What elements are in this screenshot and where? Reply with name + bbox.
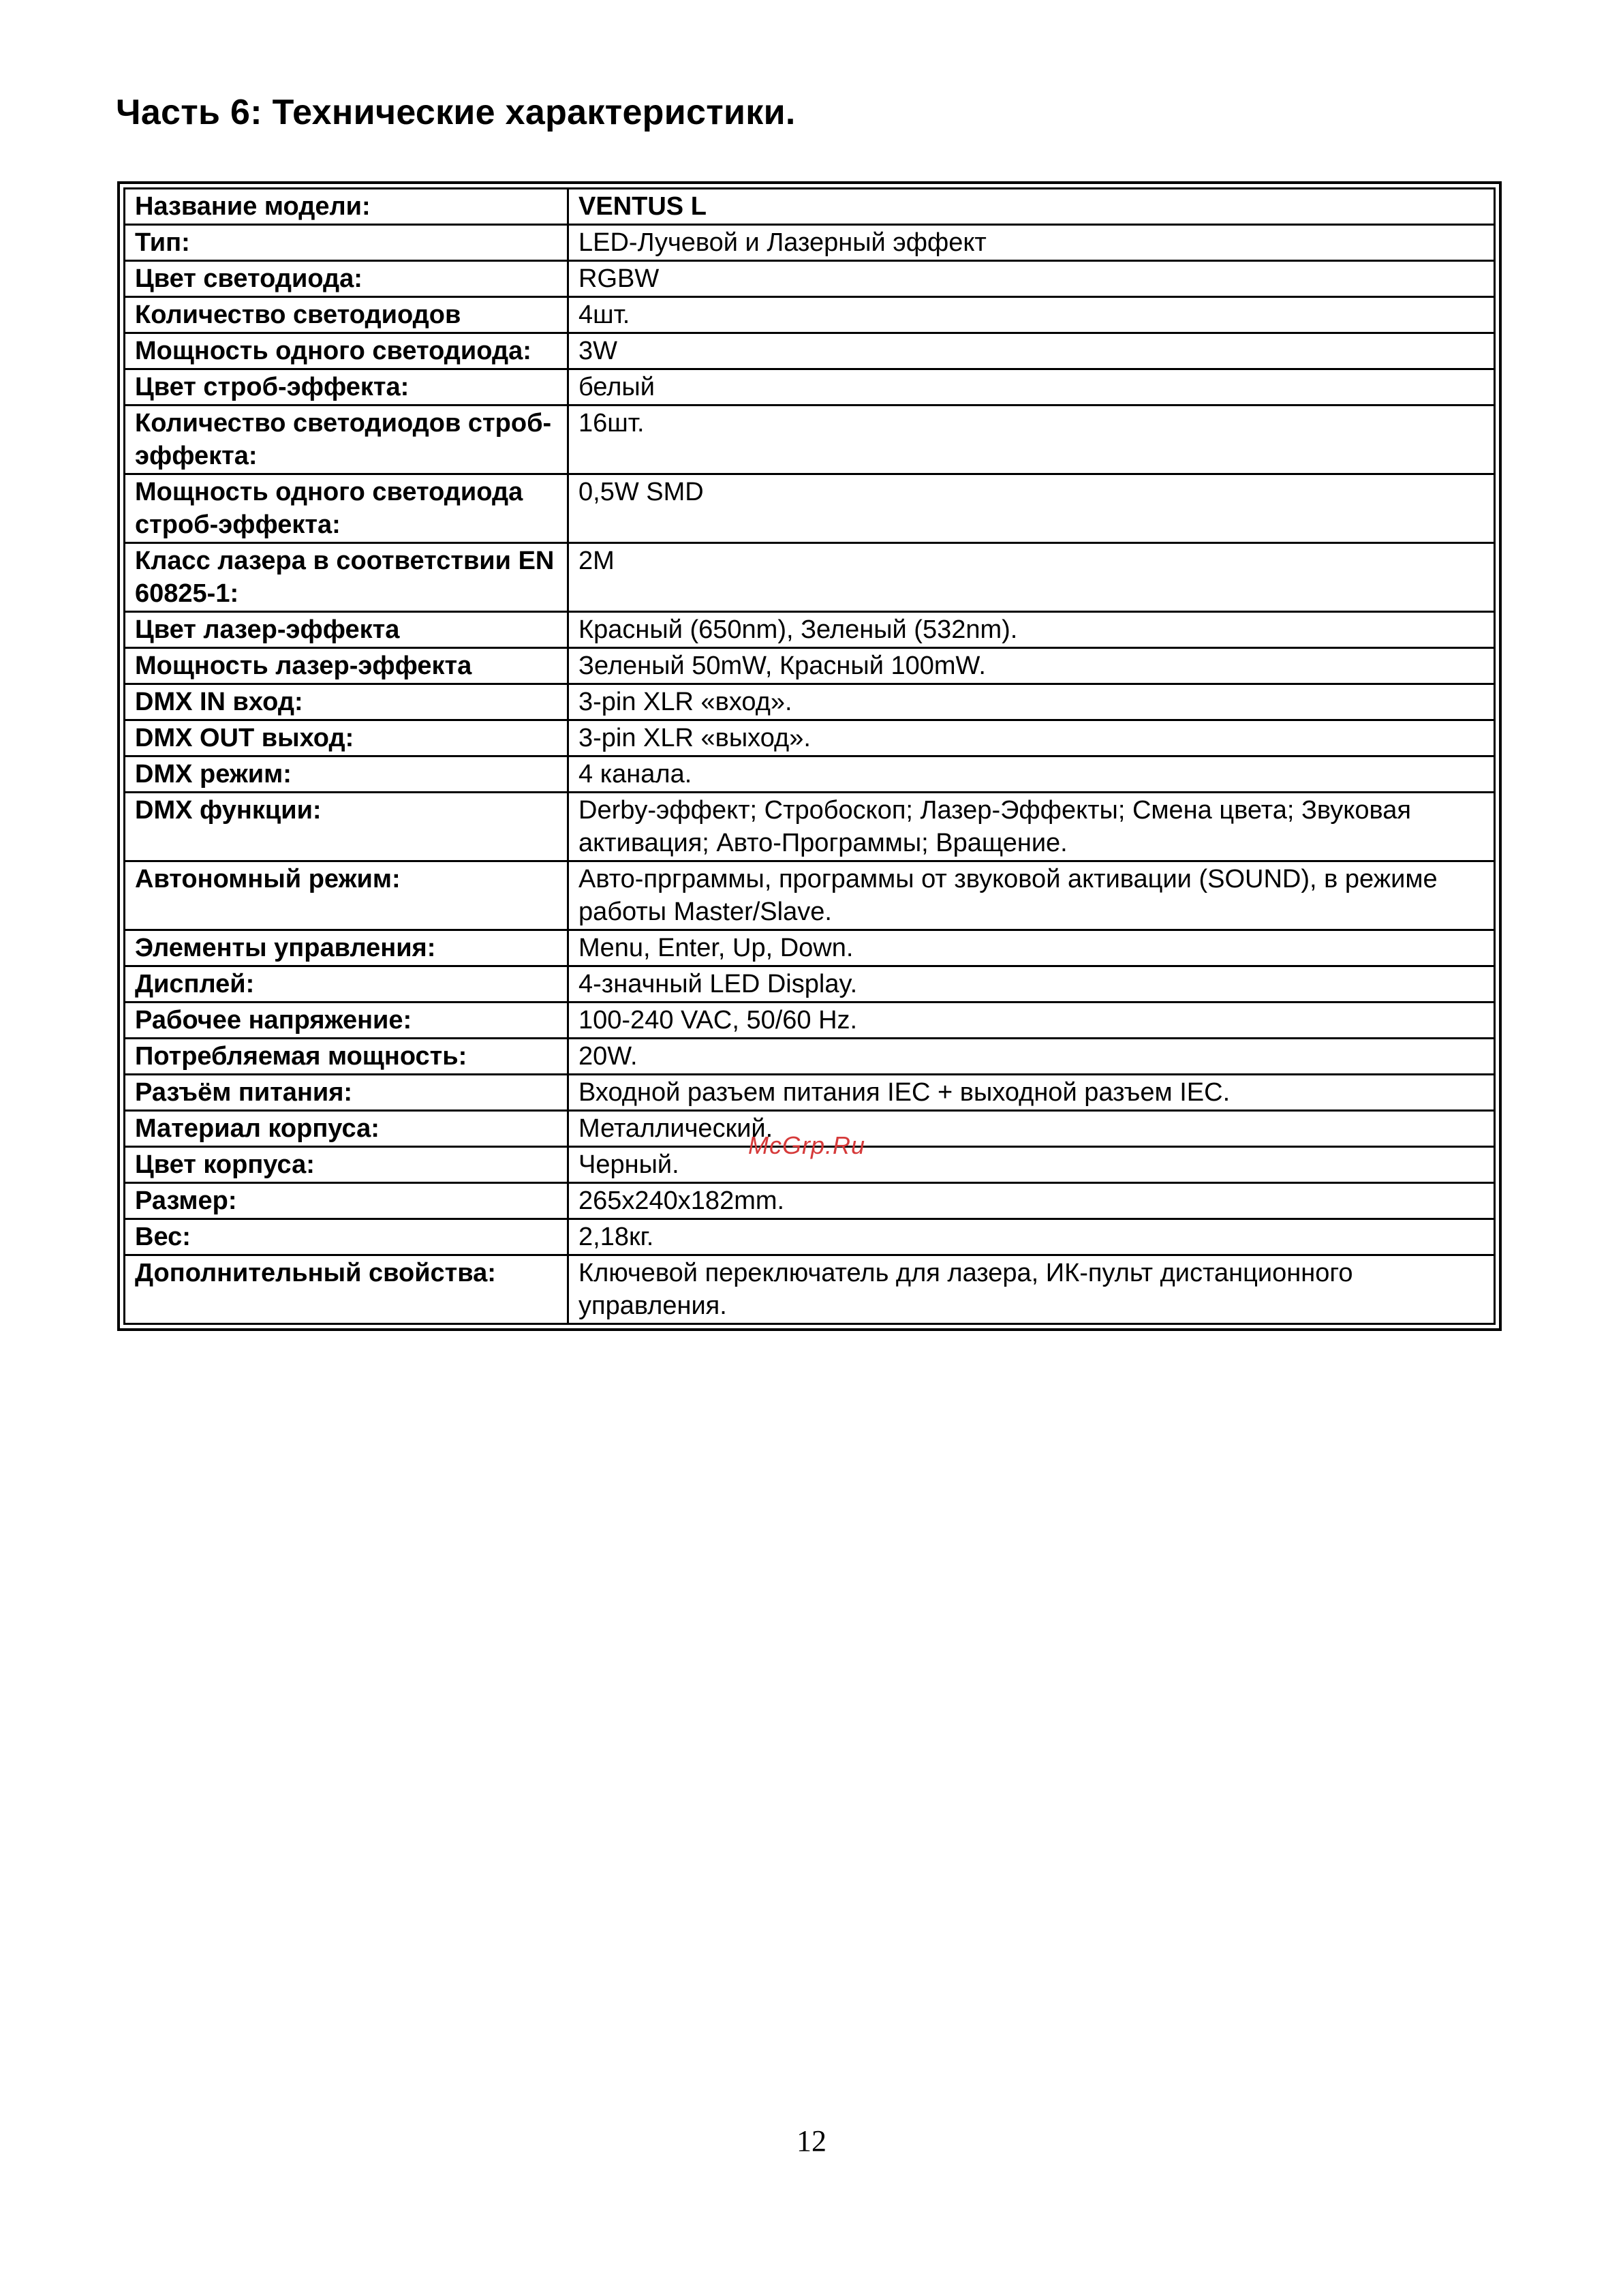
spec-row bbox=[125, 648, 1495, 684]
spec-value: Menu, Enter, Up, Down. bbox=[568, 930, 1495, 966]
spec-row bbox=[125, 261, 1495, 297]
spec-value: 4-значный LED Display. bbox=[568, 966, 1495, 1002]
spec-row bbox=[125, 861, 1495, 930]
spec-value: 3-pin XLR «выход». bbox=[568, 720, 1495, 756]
spec-key: Мощность лазер-эффекта bbox=[125, 648, 568, 684]
spec-row bbox=[125, 225, 1495, 261]
spec-value: 4 канала. bbox=[568, 756, 1495, 793]
spec-value: 4шт. bbox=[568, 297, 1495, 333]
spec-row bbox=[125, 1219, 1495, 1255]
spec-key: Название модели: bbox=[125, 189, 568, 225]
spec-key: Элементы управления: bbox=[125, 930, 568, 966]
spec-value: 100-240 VAC, 50/60 Hz. bbox=[568, 1002, 1495, 1039]
spec-value: Металлический. bbox=[568, 1111, 1495, 1147]
spec-key: Автономный режим: bbox=[125, 861, 568, 930]
spec-row bbox=[125, 684, 1495, 720]
spec-key: Цвет лазер-эффекта bbox=[125, 612, 568, 648]
spec-row-model bbox=[125, 189, 1495, 225]
spec-value: 2M bbox=[568, 543, 1495, 612]
spec-key: Мощность одного светодиода: bbox=[125, 333, 568, 369]
spec-value: LED-Лучевой и Лазерный эффект bbox=[568, 225, 1495, 261]
spec-value: Зеленый 50mW, Красный 100mW. bbox=[568, 648, 1495, 684]
spec-value: Красный (650nm), Зеленый (532nm). bbox=[568, 612, 1495, 648]
spec-value: 3W bbox=[568, 333, 1495, 369]
spec-value: VENTUS L bbox=[568, 189, 1495, 225]
spec-value: 0,5W SMD bbox=[568, 474, 1495, 543]
spec-row bbox=[125, 720, 1495, 756]
spec-key: DMX IN вход: bbox=[125, 684, 568, 720]
spec-row bbox=[125, 474, 1495, 543]
spec-key: Потребляемая мощность: bbox=[125, 1039, 568, 1075]
spec-row bbox=[125, 1255, 1495, 1324]
spec-key: Количество светодиодов bbox=[125, 297, 568, 333]
spec-row bbox=[125, 1002, 1495, 1039]
page-title: Часть 6: Технические характеристики. bbox=[116, 93, 796, 132]
spec-value: Входной разъем питания IEC + выходной разъем IEC. bbox=[568, 1075, 1495, 1111]
page-number: 12 bbox=[797, 2124, 826, 2158]
spec-key: Рабочее напряжение: bbox=[125, 1002, 568, 1039]
spec-key: DMX режим: bbox=[125, 756, 568, 793]
spec-row bbox=[125, 543, 1495, 612]
spec-row bbox=[125, 930, 1495, 966]
spec-key: Тип: bbox=[125, 225, 568, 261]
spec-key: Размер: bbox=[125, 1183, 568, 1219]
spec-key: Количество светодиодов строб-эффекта: bbox=[125, 405, 568, 474]
spec-key: Цвет корпуса: bbox=[125, 1147, 568, 1183]
spec-row bbox=[125, 369, 1495, 405]
spec-key: Цвет светодиода: bbox=[125, 261, 568, 297]
spec-row bbox=[125, 612, 1495, 648]
spec-row bbox=[125, 405, 1495, 474]
spec-row bbox=[125, 793, 1495, 861]
watermark-text: McGrp.Ru bbox=[748, 1131, 866, 1159]
spec-key: Цвет строб-эффекта: bbox=[125, 369, 568, 405]
spec-key: Дисплей: bbox=[125, 966, 568, 1002]
spec-row bbox=[125, 1183, 1495, 1219]
spec-value: 20W. bbox=[568, 1039, 1495, 1075]
spec-value: 2,18кг. bbox=[568, 1219, 1495, 1255]
spec-key: Мощность одного светодиода строб-эффекта: bbox=[125, 474, 568, 543]
spec-key: Разъём питания: bbox=[125, 1075, 568, 1111]
spec-value: 265x240x182mm. bbox=[568, 1183, 1495, 1219]
spec-key: DMX OUT выход: bbox=[125, 720, 568, 756]
spec-key: Вес: bbox=[125, 1219, 568, 1255]
spec-row bbox=[125, 297, 1495, 333]
spec-value: Ключевой переключатель для лазера, ИК-пульт дистанционного управления. bbox=[568, 1255, 1495, 1324]
spec-row bbox=[125, 756, 1495, 793]
spec-row bbox=[125, 333, 1495, 369]
spec-value: Черный. bbox=[568, 1147, 1495, 1183]
spec-row bbox=[125, 966, 1495, 1002]
spec-value: 16шт. bbox=[568, 405, 1495, 474]
spec-key: DMX функции: bbox=[125, 793, 568, 861]
spec-value: RGBW bbox=[568, 261, 1495, 297]
spec-key: Класс лазера в соответствии EN 60825-1: bbox=[125, 543, 568, 612]
spec-value: 3-pin XLR «вход». bbox=[568, 684, 1495, 720]
spec-row bbox=[125, 1075, 1495, 1111]
spec-value: Авто-прграммы, программы от звуковой активации (SOUND), в режиме работы Master/Slave. bbox=[568, 861, 1495, 930]
spec-key: Материал корпуса: bbox=[125, 1111, 568, 1147]
spec-key: Дополнительный свойства: bbox=[125, 1255, 568, 1324]
spec-value: белый bbox=[568, 369, 1495, 405]
spec-value: Derby-эффект; Стробоскоп; Лазер-Эффекты; Смена цвета; Звуковая активация; Авто-Программы; Вращение. bbox=[568, 793, 1495, 861]
spec-row bbox=[125, 1039, 1495, 1075]
